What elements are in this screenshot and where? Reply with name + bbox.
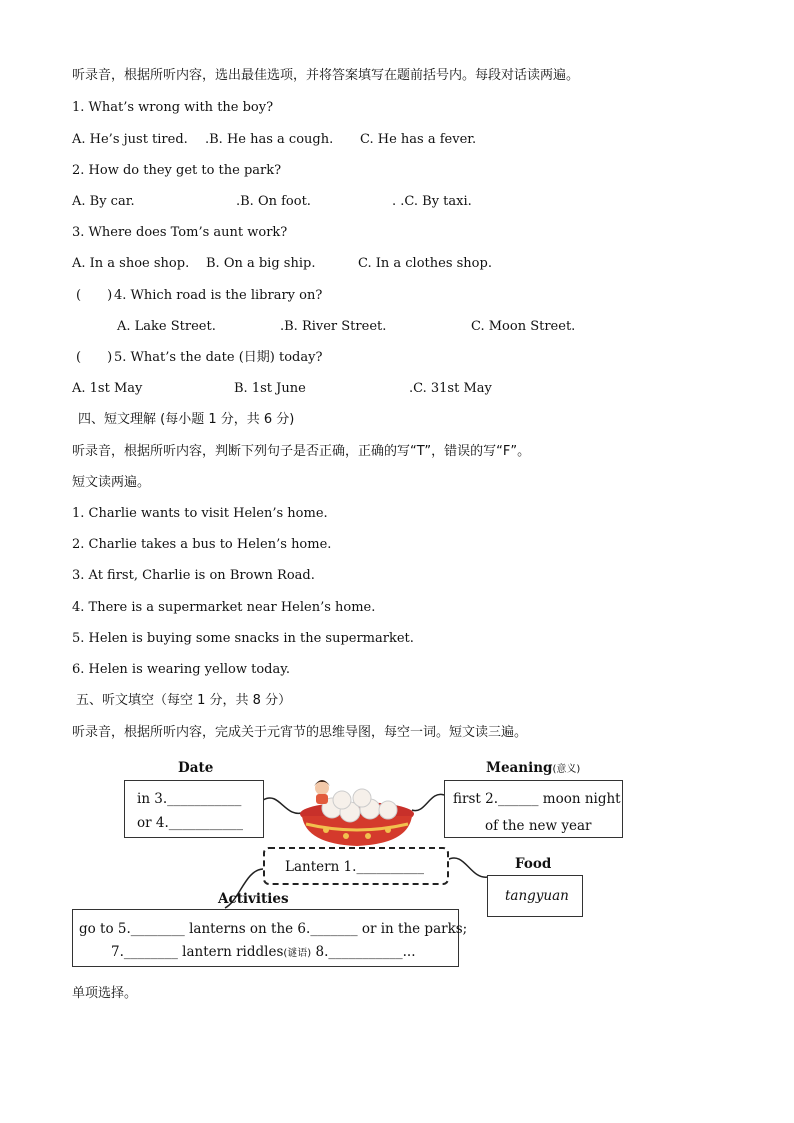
statement-3: 3. At first, Charlie is on Brown Road. — [72, 568, 315, 583]
blanks-5-6[interactable]: go to 5.________ lanterns on the 6._______ or in the parks; — [79, 921, 468, 937]
food-title: Food — [515, 856, 552, 872]
q1-option-c: C. He has a fever. — [360, 132, 477, 147]
q4-option-c: C. Moon Street. — [471, 319, 576, 334]
activities-box — [72, 909, 468, 967]
meaning-line2: of the new year — [485, 818, 592, 834]
statement-6: 6. Helen is wearing yellow today. — [72, 662, 290, 677]
section-5-instruction: 听录音，根据所听内容，完成关于元宵节的思维导图，每空一词。短文读三遍。 — [72, 725, 528, 740]
blank-4[interactable]: or 4.___________ — [137, 815, 244, 831]
statement-4: 4. There is a supermarket near Helen’s home. — [72, 600, 376, 615]
question-4: 4. Which road is the library on? — [114, 288, 323, 303]
blank-7[interactable]: 7.________ lantern riddles — [111, 944, 284, 960]
q5-option-c: .C. 31st May — [409, 381, 492, 396]
question-5: 5. What’s the date (日期) today? — [114, 350, 323, 365]
activities-title: Activities — [218, 891, 289, 907]
food-value: tangyuan — [505, 888, 569, 904]
q3-option-b: B. On a big ship. — [206, 256, 316, 271]
next-section-title: 单项选择。 — [72, 986, 138, 1001]
q3-option-a: A. In a shoe shop. — [72, 256, 190, 271]
q5-option-a: A. 1st May — [72, 381, 143, 396]
section-4-instruction: 听录音，根据所听内容，判断下列句子是否正确，正确的写“T”，错误的写“F”。 — [72, 444, 531, 459]
q2-option-b: .B. On foot. — [236, 194, 311, 209]
blank-3[interactable]: in 3.___________ — [137, 791, 242, 807]
section-4-note: 短文读两遍。 — [72, 475, 151, 490]
q4-option-b: .B. River Street. — [280, 319, 387, 334]
statement-1: 1. Charlie wants to visit Helen’s home. — [72, 506, 328, 521]
date-box — [124, 780, 264, 838]
blanks-7-8[interactable] — [111, 944, 416, 960]
section-4-title: 四、短文理解 (每小题 1 分，共 6 分) — [78, 412, 295, 427]
q1-option-b: .B. He has a cough. — [205, 132, 334, 147]
q4-option-a: A. Lake Street. — [117, 319, 216, 334]
food-box — [487, 875, 583, 917]
q2-option-c: . .C. By taxi. — [392, 194, 472, 209]
statement-5: 5. Helen is buying some snacks in the supermarket. — [72, 631, 414, 646]
statement-2: 2. Charlie takes a bus to Helen’s home. — [72, 537, 332, 552]
meaning-box — [444, 780, 623, 838]
blank-2[interactable]: first 2.______ moon night — [453, 791, 621, 807]
section-5-title: 五、听文填空（每空 1 分，共 8 分） — [76, 693, 292, 708]
blank-1[interactable]: Lantern 1.__________ — [285, 859, 424, 875]
question-1: 1. What’s wrong with the boy? — [72, 100, 274, 115]
q5-answer-paren[interactable]: ( ) — [76, 350, 113, 365]
lantern-box — [263, 847, 449, 885]
q2-option-a: A. By car. — [72, 194, 135, 209]
question-2: 2. How do they get to the park? — [72, 163, 282, 178]
question-3: 3. Where does Tom’s aunt work? — [72, 225, 288, 240]
meaning-title — [486, 760, 580, 776]
meaning-cn: (意义) — [552, 764, 581, 775]
instruction-listening: 听录音，根据所听内容，选出最佳选项，并将答案填写在题前括号内。每段对话读两遍。 — [72, 68, 580, 83]
q5-option-b: B. 1st June — [234, 381, 306, 396]
q1-option-a: A. He’s just tired. — [72, 132, 188, 147]
tangyuan-bowl-icon — [296, 778, 418, 848]
meaning-title-text: Meaning — [486, 760, 553, 776]
q3-option-c: C. In a clothes shop. — [358, 256, 492, 271]
blank-8[interactable]: 8.___________... — [315, 944, 416, 960]
q4-answer-paren[interactable]: ( ) — [76, 288, 113, 303]
riddle-cn: (谜语) — [283, 948, 312, 959]
date-title: Date — [178, 760, 214, 776]
